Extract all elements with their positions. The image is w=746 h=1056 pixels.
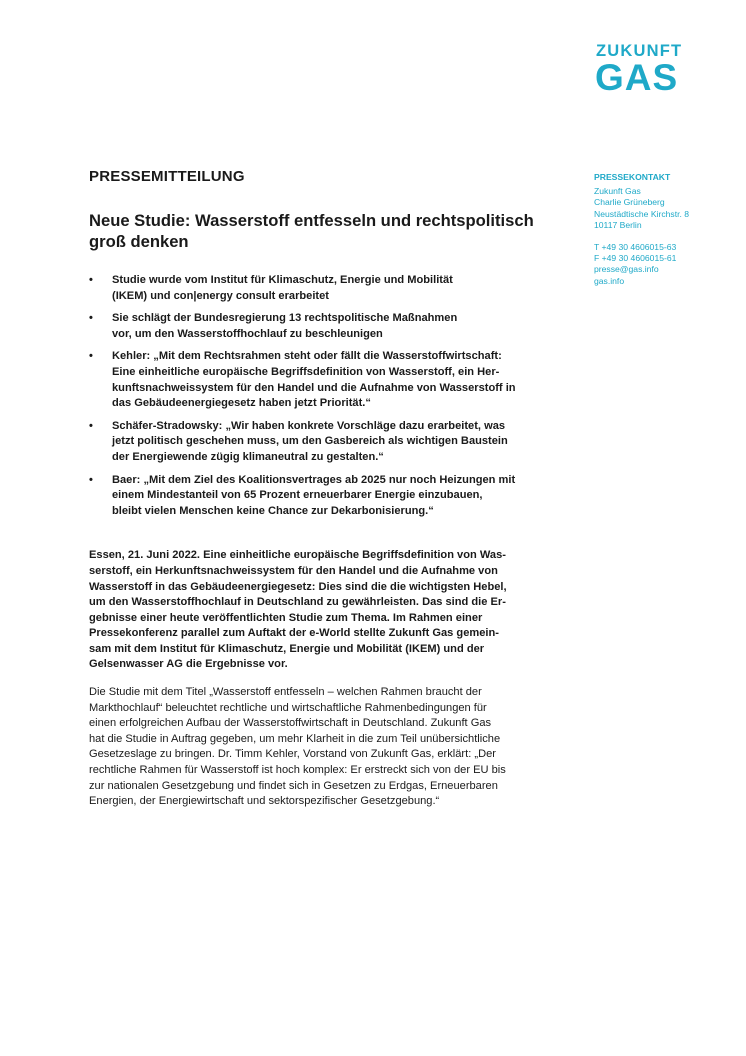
document-label: PRESSEMITTEILUNG <box>89 168 245 185</box>
key-point-line: kunftsnachweissystem für den Handel und die Aufnahme von Wasserstoff in <box>112 381 516 394</box>
key-points-list <box>89 273 569 519</box>
body-line: rechtliche Rahmen für Wasserstoff ist hoch komplex: Er erstreckt sich von der EU bis <box>89 764 506 777</box>
body-paragraph <box>89 685 569 810</box>
key-point-line: Baer: „Mit dem Ziel des Koalitionsvertrages ab 2025 nur noch Heizungen mit <box>112 473 516 486</box>
body-line: Die Studie mit dem Titel „Wasserstoff entfesseln – welchen Rahmen braucht der <box>89 686 482 699</box>
contact-fax: F +49 30 4606015-61 <box>594 253 677 264</box>
body-line: Energien, der Energiewirtschaft und sektorspezifischer Gesetzgebung.“ <box>89 795 440 808</box>
contact-street: Neustädtische Kirchstr. 8 <box>594 208 690 219</box>
key-point-line: bleibt vielen Menschen keine Chance zur Dekarbonisierung.“ <box>112 504 434 517</box>
headline-line: Neue Studie: Wasserstoff entfesseln und rechtspolitisch <box>89 211 534 230</box>
contact-organization: Zukunft Gas <box>594 186 641 197</box>
lead-line: um den Wasserstoffhochlauf in Deutschland zu gewährleisten. Das sind die Er- <box>89 596 506 609</box>
press-contact-heading: PRESSEKONTAKT <box>594 172 671 182</box>
lead-line: Essen, 21. Juni 2022. Eine einheitliche europäische Begriffsdefinition von Was- <box>89 549 506 562</box>
logo-line-2: GAS <box>595 57 679 98</box>
key-point-item <box>89 311 569 342</box>
bullet-icon: • <box>89 312 93 325</box>
lead-line: sam mit dem Institut für Klimaschutz, Energie und Mobilität (IKEM) und der <box>89 642 485 655</box>
key-point-line: einem Mindestanteil von 65 Prozent erneuerbarer Energie einzubauen, <box>112 489 483 502</box>
lead-line: gebnisse einer heute veröffentlichten Studie zum Thema. Im Rahmen einer <box>89 611 483 624</box>
key-point-item <box>89 419 569 466</box>
key-point-line: Sie schlägt der Bundesregierung 13 rechtspolitische Maßnahmen <box>112 312 458 325</box>
bullet-icon: • <box>89 350 93 363</box>
lead-paragraph <box>89 548 569 673</box>
key-point-line: Kehler: „Mit dem Rechtsrahmen steht oder fällt die Wasserstoffwirtschaft: <box>112 350 502 363</box>
contact-email[interactable]: presse@gas.info <box>594 264 659 275</box>
body-line: hat die Studie in Auftrag gegeben, um mehr Klarheit in die zum Teil unübersichtliche <box>89 732 501 745</box>
headline <box>89 210 569 252</box>
key-point-line: Schäfer-Stradowsky: „Wir haben konkrete Vorschläge dazu erarbeitet, was <box>112 419 506 432</box>
contact-city: 10117 Berlin <box>594 219 642 230</box>
key-point-line: der Energiewende zügig klimaneutral zu gestalten.“ <box>112 450 384 463</box>
key-point-line: das Gebäudeenergiegesetz haben jetzt Priorität.“ <box>112 397 371 410</box>
lead-line: Gelsenwasser AG die Ergebnisse vor. <box>89 658 288 671</box>
body-line: einen erfolgreichen Aufbau der Wasserstoffwirtschaft in Deutschland. Zukunft Gas <box>89 717 492 730</box>
key-point-line: Studie wurde vom Institut für Klimaschutz, Energie und Mobilität <box>112 274 453 286</box>
contact-person: Charlie Grüneberg <box>594 197 665 208</box>
press-release-content <box>89 168 569 810</box>
press-contact <box>594 172 734 287</box>
zukunft-gas-logo <box>596 42 696 96</box>
body-line: Gesetzeslage zu bringen. Dr. Timm Kehler, Vorstand von Zukunft Gas, erklärt: „Der <box>89 748 496 761</box>
key-point-line: (IKEM) und con|energy consult erarbeitet <box>112 289 329 302</box>
lead-line: Wasserstoff in das Gebäudeenergiegesetz: Dies sind die die wichtigsten Hebel, <box>89 580 507 593</box>
body-line: Markthochlauf“ beleuchtet rechtliche und wirtschaftliche Rahmenbedingungen für <box>89 701 487 714</box>
bullet-icon: • <box>89 419 93 432</box>
body-line: zur nationalen Gesetzgebung und findet sich in Gesetzen zu Erdgas, Erneuerbaren <box>89 779 498 792</box>
key-point-item <box>89 473 569 520</box>
key-point-item <box>89 349 569 411</box>
contact-website[interactable]: gas.info <box>594 275 625 286</box>
lead-line: serstoff, ein Herkunftsnachweissystem für den Handel und die Aufnahme von <box>89 564 498 577</box>
key-point-line: Eine einheitliche europäische Begriffsdefinition von Wasserstoff, ein Her- <box>112 365 500 378</box>
bullet-icon: • <box>89 473 93 486</box>
key-point-line: jetzt politisch geschehen muss, um den Gasbereich als wichtigen Baustein <box>112 435 508 448</box>
bullet-icon: • <box>89 274 93 286</box>
key-point-line: vor, um den Wasserstoffhochlauf zu beschleunigen <box>112 327 383 340</box>
lead-line: Pressekonferenz parallel zum Auftakt der e-World stellte Zukunft Gas gemein- <box>89 627 499 640</box>
logo-line-1: ZUKUNFT <box>596 42 683 60</box>
contact-phone: T +49 30 4606015-63 <box>594 242 677 253</box>
headline-line: groß denken <box>89 232 189 251</box>
key-point-item <box>89 273 569 304</box>
